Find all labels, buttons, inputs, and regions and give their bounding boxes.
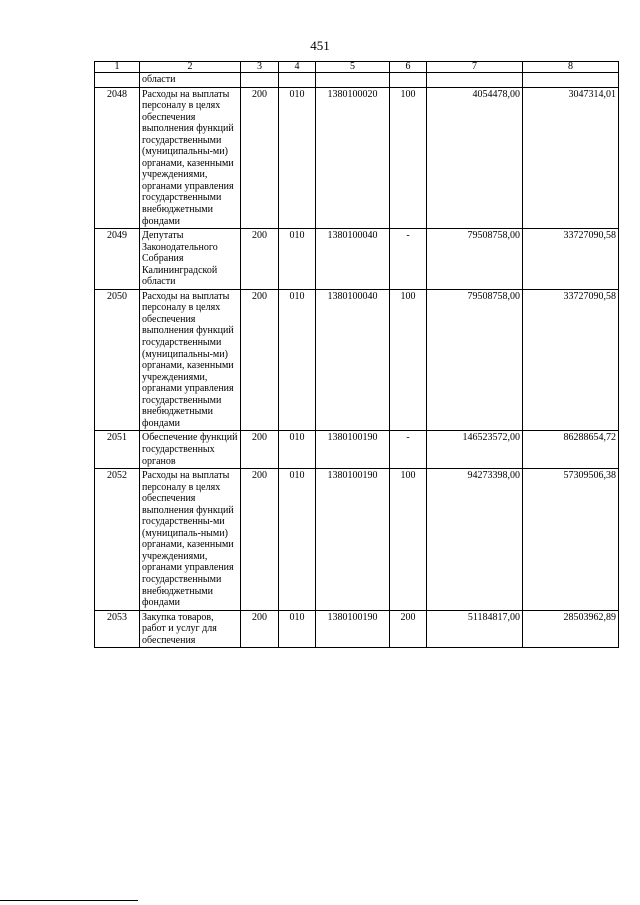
col8-amount: 86288654,72 bbox=[523, 431, 619, 469]
col3-value: 200 bbox=[241, 229, 279, 290]
col3-value: 200 bbox=[241, 469, 279, 611]
column-header: 8 bbox=[523, 62, 619, 73]
col4-value: 010 bbox=[279, 87, 316, 229]
row-name: Обеспечение функций государственных органов bbox=[140, 431, 241, 469]
column-header: 1 bbox=[95, 62, 140, 73]
table-row bbox=[95, 87, 619, 229]
col5-value: 1380100190 bbox=[316, 610, 390, 648]
col3-value: 200 bbox=[241, 87, 279, 229]
col7-amount: 51184817,00 bbox=[427, 610, 523, 648]
col6-value: - bbox=[390, 229, 427, 290]
column-header: 4 bbox=[279, 62, 316, 73]
row-name: Расходы на выплаты персоналу в целях обеспечения выполнения функций государственны-ми (муниципаль-ными) органами, казенными учреждениями, органами управления государственными внебюджетными фондами bbox=[140, 469, 241, 611]
col5-value: 1380100040 bbox=[316, 289, 390, 431]
col6-value: 100 bbox=[390, 87, 427, 229]
column-header: 7 bbox=[427, 62, 523, 73]
row-number bbox=[95, 73, 140, 88]
table-row bbox=[95, 431, 619, 469]
row-name: Расходы на выплаты персоналу в целях обеспечения выполнения функций государственными (муниципальны-ми) органами, казенными учреждениями, органами управления государственными внебюджетными фондами bbox=[140, 87, 241, 229]
row-number: 2048 bbox=[95, 87, 140, 229]
row-number: 2049 bbox=[95, 229, 140, 290]
col7-amount: 4054478,00 bbox=[427, 87, 523, 229]
table-row bbox=[95, 229, 619, 290]
row-name: Закупка товаров, работ и услуг для обеспечения bbox=[140, 610, 241, 648]
col8-amount: 3047314,01 bbox=[523, 87, 619, 229]
column-number-row bbox=[95, 62, 619, 73]
column-header: 3 bbox=[241, 62, 279, 73]
column-header: 5 bbox=[316, 62, 390, 73]
col7-amount: 79508758,00 bbox=[427, 229, 523, 290]
col7-amount: 79508758,00 bbox=[427, 289, 523, 431]
col4-value: 010 bbox=[279, 229, 316, 290]
budget-table bbox=[94, 61, 619, 648]
col8-amount: 33727090,58 bbox=[523, 289, 619, 431]
col7-amount: 94273398,00 bbox=[427, 469, 523, 611]
table-row bbox=[95, 610, 619, 648]
col8-amount: 33727090,58 bbox=[523, 229, 619, 290]
footnote-divider bbox=[0, 900, 138, 901]
row-number: 2051 bbox=[95, 431, 140, 469]
col7-amount: 146523572,00 bbox=[427, 431, 523, 469]
row-name: Депутаты Законодательного Собрания Калининградской области bbox=[140, 229, 241, 290]
page-number: 451 bbox=[310, 38, 330, 53]
row-number: 2053 bbox=[95, 610, 140, 648]
col4-value: 010 bbox=[279, 289, 316, 431]
column-header: 6 bbox=[390, 62, 427, 73]
row-name: области bbox=[140, 73, 241, 88]
col4-value: 010 bbox=[279, 431, 316, 469]
row-name: Расходы на выплаты персоналу в целях обеспечения выполнения функций государственными (муниципальны-ми) органами, казенными учреждениями, органами управления государственными внебюджетными фондами bbox=[140, 289, 241, 431]
continuation-row bbox=[95, 73, 619, 88]
col4-value: 010 bbox=[279, 610, 316, 648]
row-number: 2050 bbox=[95, 289, 140, 431]
col3-value: 200 bbox=[241, 431, 279, 469]
col4-value: 010 bbox=[279, 469, 316, 611]
table-row bbox=[95, 469, 619, 611]
table-row bbox=[95, 289, 619, 431]
col8-amount: 28503962,89 bbox=[523, 610, 619, 648]
col6-value: 100 bbox=[390, 469, 427, 611]
col3-value: 200 bbox=[241, 610, 279, 648]
col6-value: 100 bbox=[390, 289, 427, 431]
col6-value: - bbox=[390, 431, 427, 469]
col5-value: 1380100190 bbox=[316, 469, 390, 611]
col5-value: 1380100190 bbox=[316, 431, 390, 469]
col5-value: 1380100020 bbox=[316, 87, 390, 229]
row-number: 2052 bbox=[95, 469, 140, 611]
col6-value: 200 bbox=[390, 610, 427, 648]
col5-value: 1380100040 bbox=[316, 229, 390, 290]
col8-amount: 57309506,38 bbox=[523, 469, 619, 611]
column-header: 2 bbox=[140, 62, 241, 73]
col3-value: 200 bbox=[241, 289, 279, 431]
